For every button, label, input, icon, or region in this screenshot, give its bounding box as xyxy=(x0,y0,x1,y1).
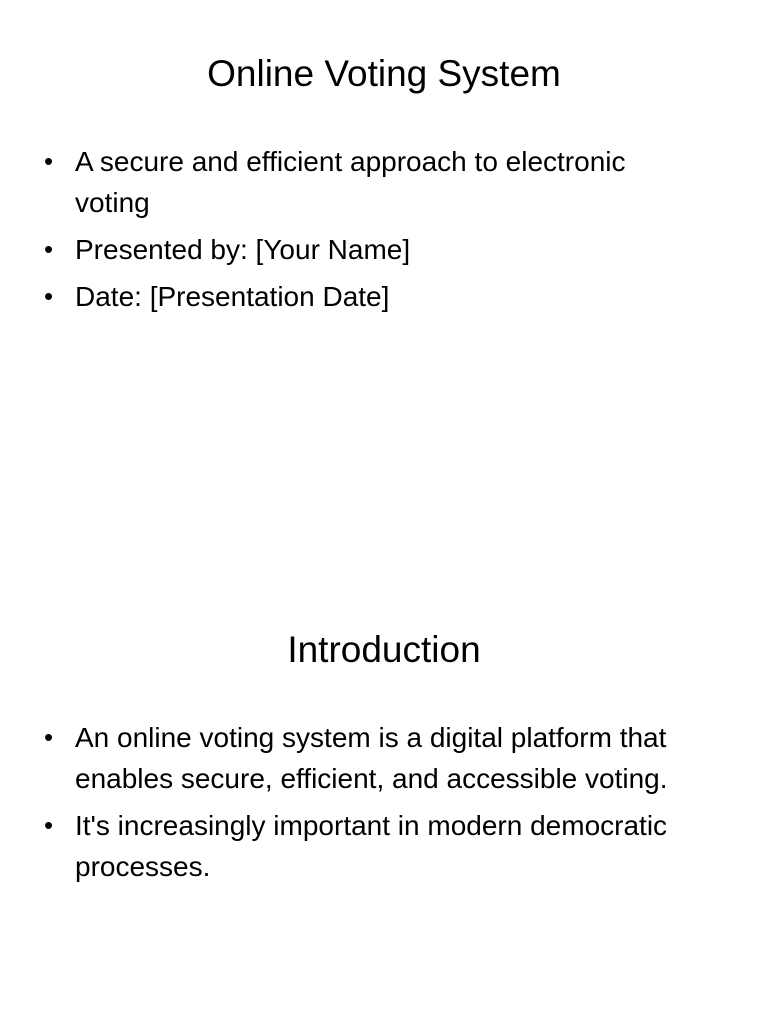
bullet-text: Presented by: [Your Name] xyxy=(75,234,411,265)
bullet-list xyxy=(0,141,695,323)
slide-introduction xyxy=(0,576,768,1024)
bullet-icon: • xyxy=(44,281,54,311)
bullet-text: A secure and efficient approach to electronic voting xyxy=(75,146,626,218)
bullet-icon: • xyxy=(44,722,54,752)
slide-title: Online Voting System xyxy=(207,53,561,94)
list-item xyxy=(0,141,695,223)
slide-title: Introduction xyxy=(287,629,481,670)
bullet-icon: • xyxy=(44,146,54,176)
bullet-text: An online voting system is a digital platform that enables secure, efficient, and accessible voting. xyxy=(75,722,668,794)
bullet-icon: • xyxy=(44,234,54,264)
bullet-text: Date: [Presentation Date] xyxy=(75,281,390,312)
list-item xyxy=(0,805,695,887)
list-item xyxy=(0,276,695,317)
list-item xyxy=(0,229,695,270)
list-item xyxy=(0,717,695,799)
bullet-list xyxy=(0,717,695,893)
bullet-text: It's increasingly important in modern democratic processes. xyxy=(75,810,668,882)
bullet-icon: • xyxy=(44,810,54,840)
